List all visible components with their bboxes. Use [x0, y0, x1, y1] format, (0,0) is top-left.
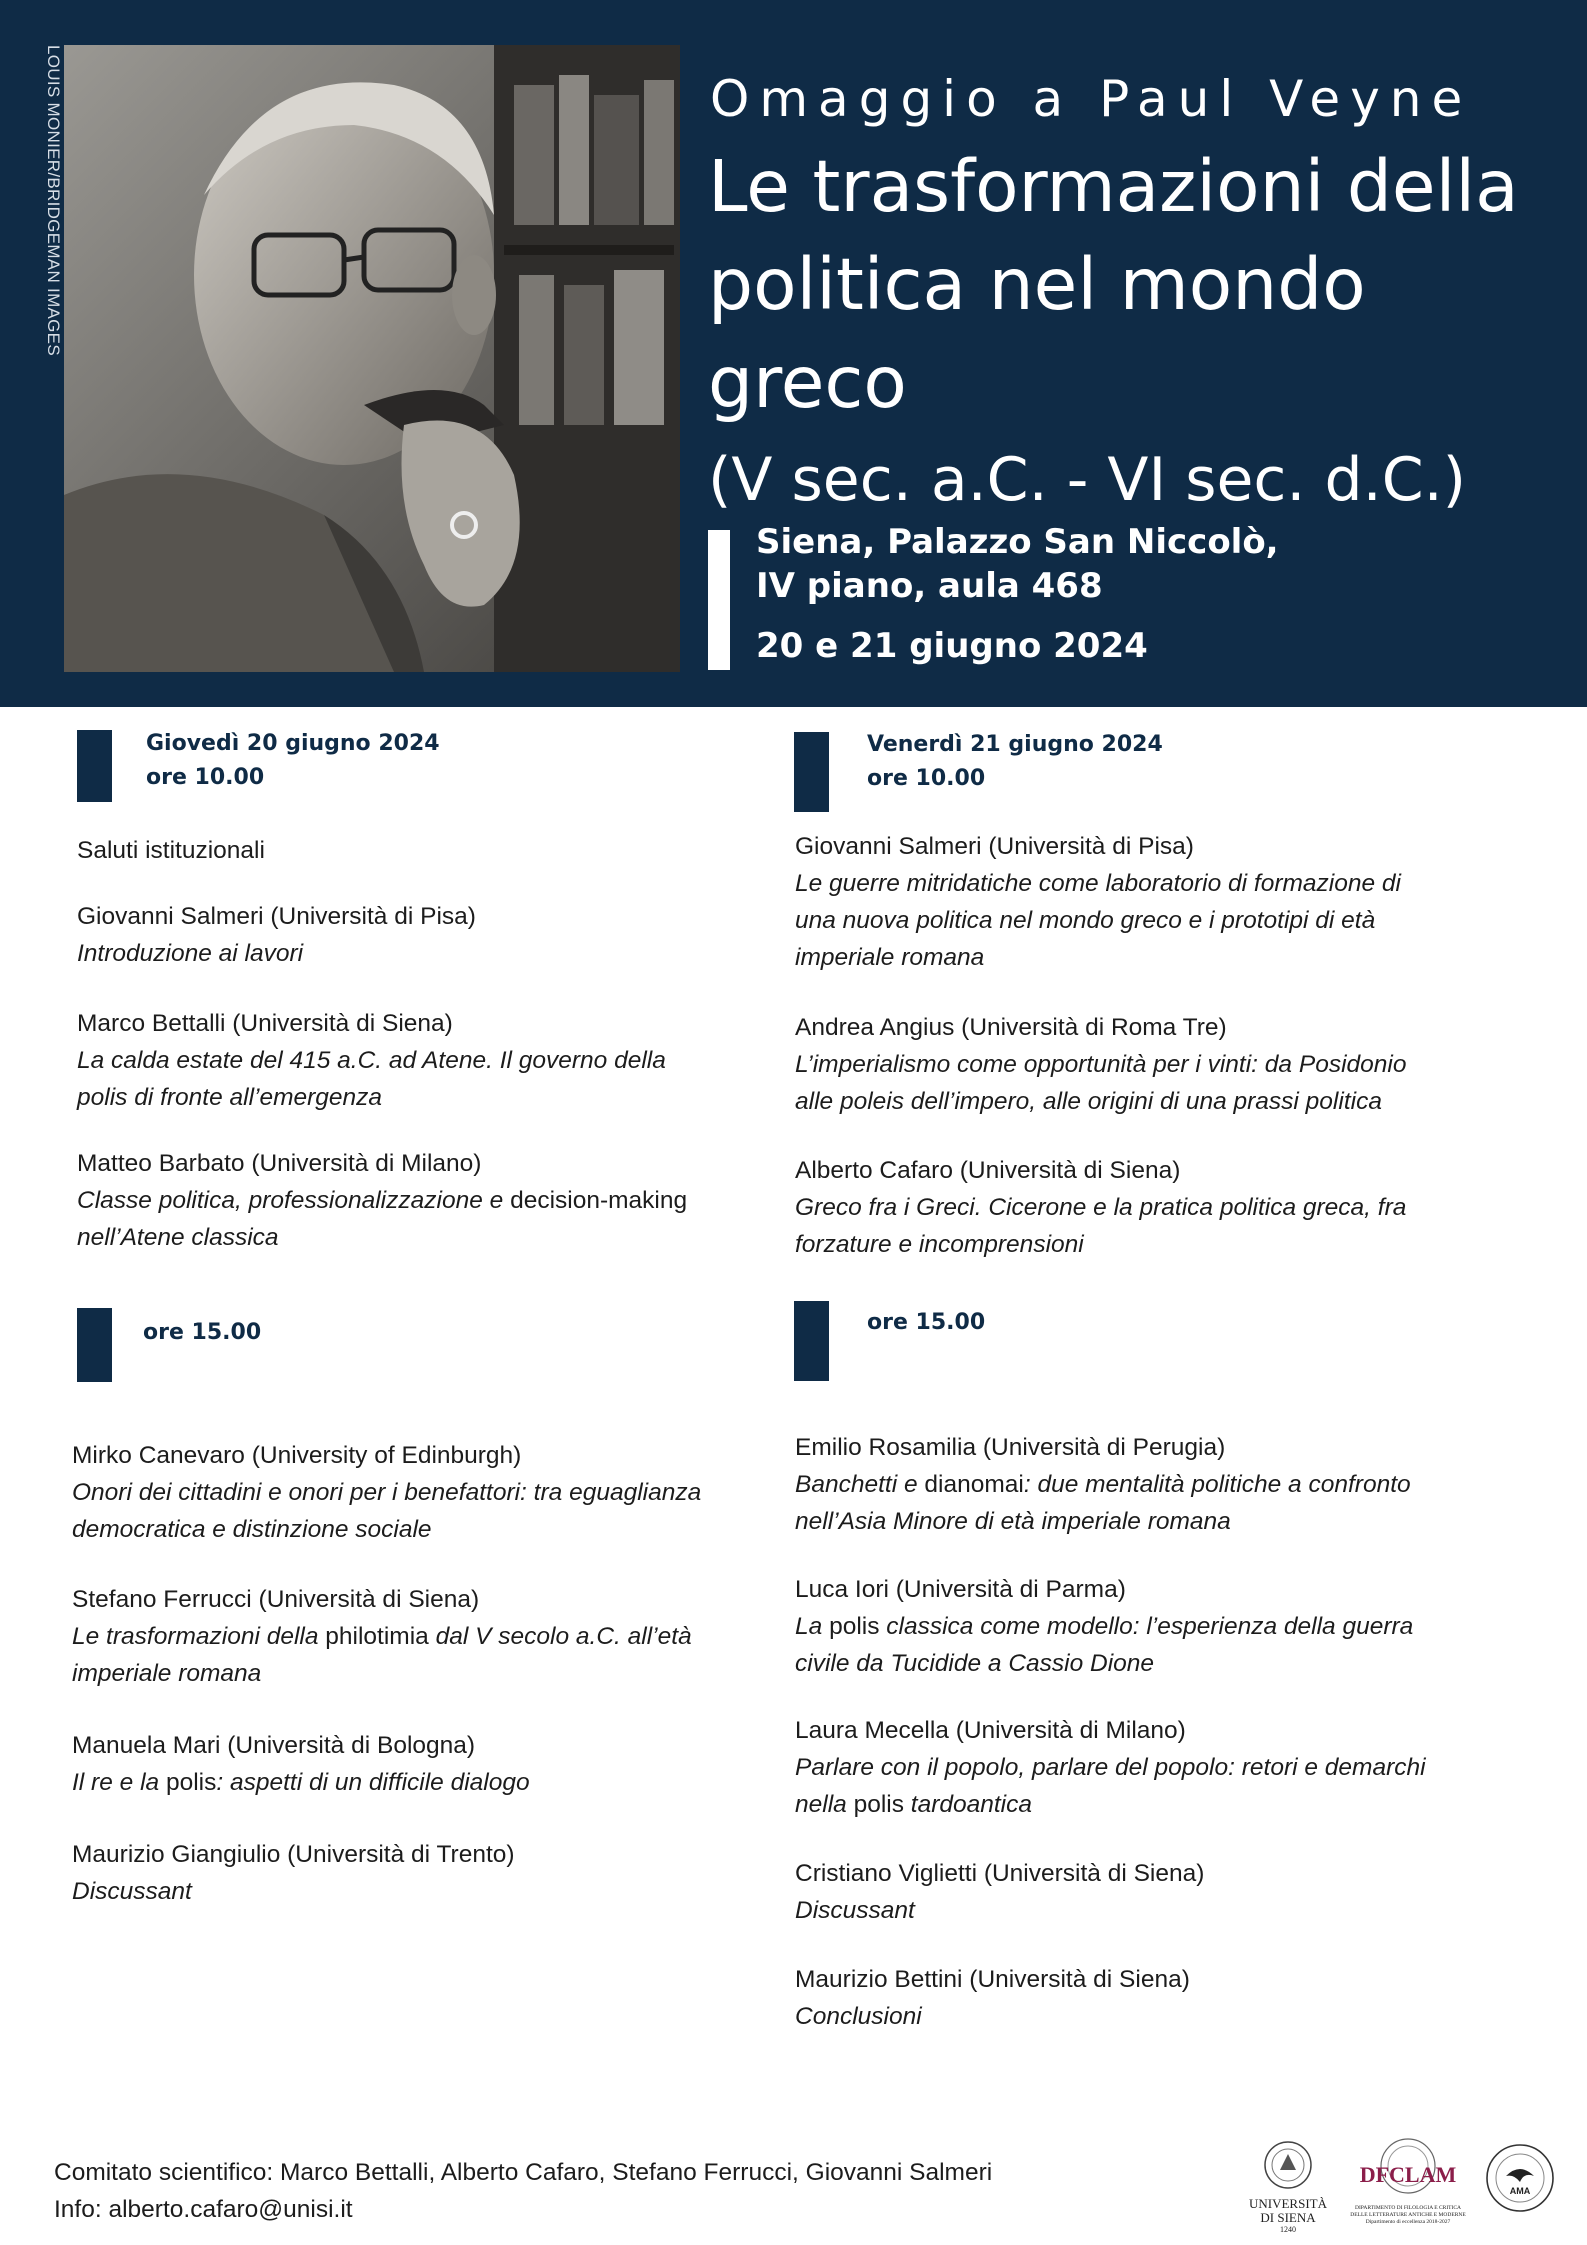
event-location	[756, 520, 1279, 668]
talk-title-line-1: Parlare con il popolo, parlare del popolo: retori e demarchi	[795, 1754, 1426, 1781]
talk-title-line-2: imperiale romana	[72, 1660, 262, 1687]
event-dates: 20 e 21 giugno 2024	[756, 626, 1148, 666]
talk-title: Introduzione ai lavori	[77, 940, 304, 967]
day2-morning-heading	[867, 728, 1163, 796]
talk-title-part: Classe politica, professionalizzazione e	[77, 1187, 511, 1214]
talk-title-part: dal V secolo a.C. all’età	[428, 1623, 692, 1650]
day2-discussant	[795, 1855, 1204, 1929]
talk-title-term: polis	[829, 1613, 880, 1640]
day2-afternoon-heading: ore 15.00	[867, 1310, 986, 1335]
day2-conclusions	[795, 1961, 1190, 2035]
title-line-3: (V sec. a.C. - VI sec. d.C.)	[708, 445, 1467, 515]
unisi-line-2: DI SIENA	[1260, 2210, 1316, 2225]
title-line-2: politica nel mondo greco	[708, 243, 1366, 424]
talk-title-line-1: Le guerre mitridatiche come laboratorio di formazione di	[795, 870, 1401, 897]
day2-talk-2	[795, 1009, 1406, 1120]
talk-title-part: tardoantica	[903, 1791, 1032, 1818]
talk-title-term: decision-making	[510, 1187, 688, 1214]
speaker: Emilio Rosamilia (Università di Perugia)	[795, 1434, 1226, 1461]
talk-title-term: polis	[165, 1769, 217, 1796]
speaker: Mirko Canevaro (University of Edinburgh)	[72, 1442, 522, 1469]
talk-title-line-1	[77, 1182, 687, 1219]
talk-title: Discussant	[795, 1897, 915, 1924]
speaker: Andrea Angius (Università di Roma Tre)	[795, 1014, 1227, 1041]
day2-date: Venerdì 21 giugno 2024	[867, 732, 1163, 757]
speaker: Alberto Cafaro (Università di Siena)	[795, 1157, 1181, 1184]
talk-title-line-2	[795, 1786, 1426, 1823]
talk-title-line-2: nell’Atene classica	[77, 1224, 279, 1251]
talk-title-line-1: Greco fra i Greci. Cicerone e la pratica politica greca, fra	[795, 1194, 1407, 1221]
speaker: Cristiano Viglietti (Università di Siena)	[795, 1860, 1205, 1887]
day1-afternoon-heading: ore 15.00	[143, 1320, 262, 1345]
day1-morning-bar	[77, 730, 112, 802]
day2-talk-1	[795, 828, 1401, 976]
speaker: Laura Mecella (Università di Milano)	[795, 1717, 1186, 1744]
speaker: Manuela Mari (Università di Bologna)	[72, 1732, 476, 1759]
day1-discussant	[72, 1836, 515, 1910]
speaker: Luca Iori (Università di Parma)	[795, 1576, 1126, 1603]
dfclam-line-1: DIPARTIMENTO DI FILOLOGIA E CRITICA	[1354, 2205, 1461, 2211]
talk-title	[72, 1764, 530, 1801]
talk-title-line-2: polis di fronte all’emergenza	[77, 1084, 383, 1111]
day1-talk-1	[77, 898, 476, 972]
talk-title-line-1	[72, 1618, 692, 1655]
talk-title-line-1: L’imperialismo come opportunità per i vinti: da Posidonio	[795, 1051, 1407, 1078]
unisi-year: 1240	[1280, 2225, 1296, 2234]
dfclam-logo	[1348, 2138, 1468, 2240]
footer-info	[54, 2154, 992, 2228]
day1-afternoon-bar	[77, 1308, 112, 1382]
event-title	[708, 138, 1568, 528]
day1-talk-4	[72, 1437, 701, 1548]
talk-title-part: nella	[795, 1791, 854, 1818]
talk-title-line-2: alle poleis dell’impero, alle origini di una prassi politica	[795, 1088, 1382, 1115]
location-line-2: IV piano, aula 468	[756, 566, 1103, 606]
day1-opening	[77, 832, 265, 869]
day2-morning-time: ore 10.00	[867, 766, 986, 791]
talk-title-part: La	[795, 1613, 830, 1640]
speaker: Giovanni Salmeri (Università di Pisa)	[795, 833, 1194, 860]
location-accent-bar	[708, 530, 730, 670]
opening-label: Saluti istituzionali	[77, 837, 265, 864]
talk-title-line-2: nell’Asia Minore di età imperiale romana	[795, 1508, 1231, 1535]
talk-title: Conclusioni	[795, 2003, 922, 2030]
day2-talk-3	[795, 1152, 1406, 1263]
talk-title-line-1: La calda estate del 415 a.C. ad Atene. Il governo della	[77, 1047, 666, 1074]
talk-title-part: Le trasformazioni della	[72, 1623, 326, 1650]
speaker: Stefano Ferrucci (Università di Siena)	[72, 1586, 480, 1613]
day1-morning-time: ore 10.00	[146, 765, 265, 790]
day1-talk-6	[72, 1727, 530, 1801]
talk-title-line-3: imperiale romana	[795, 944, 985, 971]
event-kicker: Omaggio a Paul Veyne	[710, 70, 1473, 128]
ama-name: AMA	[1509, 2186, 1531, 2196]
day2-talk-6	[795, 1712, 1426, 1823]
talk-title-part: Il re e la	[72, 1769, 166, 1796]
day2-morning-bar	[794, 732, 829, 812]
talk-title-line-2: democratica e distinzione sociale	[72, 1516, 432, 1543]
talk-title-part: Banchetti e	[795, 1471, 925, 1498]
dfclam-line-2: DELLE LETTERATURE ANTICHE E MODERNE	[1350, 2212, 1466, 2218]
speaker: Marco Bettalli (Università di Siena)	[77, 1010, 453, 1037]
dfclam-seal-icon	[1348, 2138, 1468, 2200]
photo-credit: LOUIS MONIER/BRIDGEMAN IMAGES	[44, 45, 63, 356]
dfclam-name: DFCLAM	[1359, 2162, 1457, 2187]
unisi-logo	[1238, 2140, 1338, 2240]
talk-title: Discussant	[72, 1878, 192, 1905]
scientific-committee: Comitato scientifico: Marco Bettalli, Alberto Cafaro, Stefano Ferrucci, Giovanni Salmeri	[54, 2159, 993, 2186]
portrait-illustration	[64, 45, 680, 672]
speaker: Matteo Barbato (Università di Milano)	[77, 1150, 482, 1177]
location-line-1: Siena, Palazzo San Niccolò,	[756, 522, 1279, 562]
day1-talk-3	[77, 1145, 687, 1256]
title-line-1: Le trasformazioni della	[708, 145, 1519, 228]
day2-afternoon-bar	[794, 1301, 829, 1381]
day1-date: Giovedì 20 giugno 2024	[146, 731, 440, 756]
unisi-seal-icon	[1238, 2140, 1338, 2192]
talk-title-line-2: una nuova politica nel mondo greco e i prototipi di età	[795, 907, 1376, 934]
dfclam-line-3: Dipartimento di eccellenza 2018-2027	[1365, 2219, 1451, 2225]
speaker: Maurizio Bettini (Università di Siena)	[795, 1966, 1190, 1993]
day1-talk-2	[77, 1005, 666, 1116]
talk-title-part: classica come modello: l’esperienza della guerra	[879, 1613, 1414, 1640]
talk-title-line-1	[795, 1466, 1411, 1503]
day2-talk-5	[795, 1571, 1413, 1682]
ama-seal-icon	[1484, 2142, 1556, 2214]
talk-title-part: : aspetti di un difficile dialogo	[216, 1769, 530, 1796]
talk-title-line-2: civile da Tucidide a Cassio Dione	[795, 1650, 1155, 1677]
talk-title-term: philotimia	[325, 1623, 429, 1650]
talk-title-part: : due mentalità politiche a confronto	[1023, 1471, 1411, 1498]
speaker: Giovanni Salmeri (Università di Pisa)	[77, 903, 476, 930]
speaker: Maurizio Giangiulio (Università di Trento)	[72, 1841, 515, 1868]
header-banner	[0, 0, 1587, 707]
talk-title-line-2: forzature e incomprensioni	[795, 1231, 1084, 1258]
talk-title-term: polis	[853, 1791, 904, 1818]
portrait-photo	[64, 45, 680, 672]
unisi-line-1: UNIVERSITÀ	[1249, 2196, 1327, 2211]
day2-talk-4	[795, 1429, 1411, 1540]
contact-info: Info: alberto.cafaro@unisi.it	[54, 2196, 353, 2223]
talk-title-line-1	[795, 1608, 1413, 1645]
talk-title-line-1: Onori dei cittadini e onori per i benefattori: tra eguaglianza	[72, 1479, 702, 1506]
day1-talk-5	[72, 1581, 692, 1692]
ama-logo	[1484, 2142, 1556, 2214]
day1-morning-heading	[146, 727, 440, 795]
talk-title-term: dianomai	[924, 1471, 1024, 1498]
